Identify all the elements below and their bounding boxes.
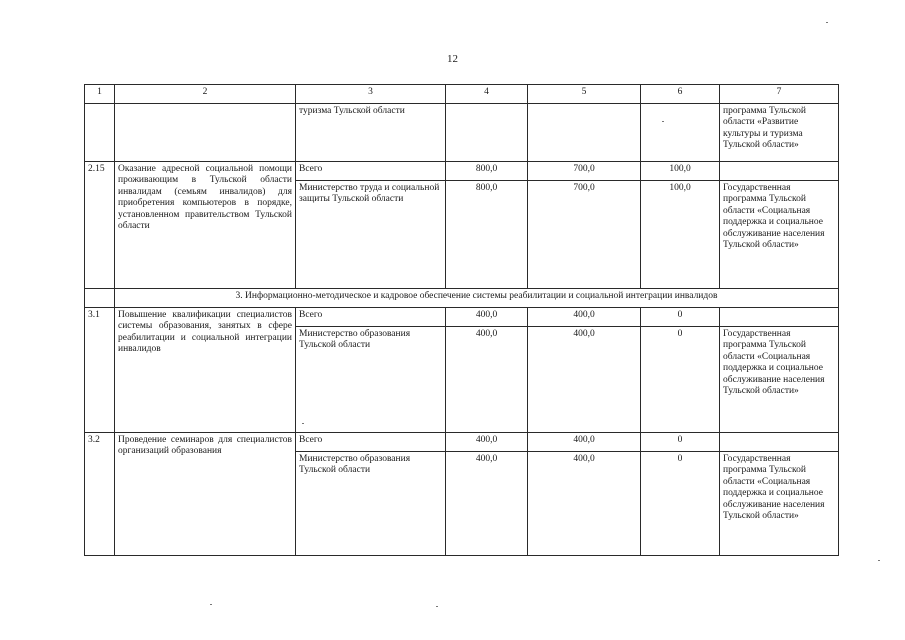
header-col-5: 5 — [528, 85, 641, 104]
cell-source: Министерство образования Тульской области — [296, 452, 446, 556]
cell-v6: 0 — [641, 327, 720, 433]
cell-v5: 400,0 — [528, 433, 641, 452]
cell-v4: 400,0 — [446, 452, 528, 556]
cell-id: 3.2 — [85, 433, 115, 556]
cell-program: Государственная программа Тульской области «Социальная поддержка и социальное обслуживание населения Тульской области» — [720, 452, 839, 556]
cell-v6: 100,0 — [641, 162, 720, 181]
cell-program — [720, 308, 839, 327]
cell-source: Всего — [296, 162, 446, 181]
table-row — [85, 289, 839, 308]
section-title: 3. Информационно-методическое и кадровое обеспечение системы реабилитации и социальной интеграции инвалидов — [115, 289, 839, 308]
cell-program — [720, 162, 839, 181]
header-col-6: 6 — [641, 85, 720, 104]
cell-v4: 800,0 — [446, 181, 528, 289]
cell-source: Министерство образования Тульской области — [296, 327, 446, 433]
cell-v6: 100,0 — [641, 181, 720, 289]
header-col-7: 7 — [720, 85, 839, 104]
header-col-4: 4 — [446, 85, 528, 104]
cell-id — [85, 289, 115, 308]
cell-program: Государственная программа Тульской области «Социальная поддержка и социальное обслуживание населения Тульской области» — [720, 327, 839, 433]
measures-table — [84, 84, 839, 556]
cell-v4 — [446, 104, 528, 162]
scan-speck — [878, 560, 880, 561]
cell-v4: 800,0 — [446, 162, 528, 181]
cell-name: Проведение семинаров для специалистов организаций образования — [115, 433, 296, 556]
cell-program: Государственная программа Тульской области «Социальная поддержка и социальное обслуживание населения Тульской области» — [720, 181, 839, 289]
cell-id — [85, 104, 115, 162]
header-col-2: 2 — [115, 85, 296, 104]
cell-v5: 700,0 — [528, 181, 641, 289]
cell-v4: 400,0 — [446, 433, 528, 452]
cell-v5 — [528, 104, 641, 162]
scan-speck — [302, 423, 304, 424]
header-col-3: 3 — [296, 85, 446, 104]
scan-speck — [210, 604, 212, 605]
table-row — [85, 433, 839, 452]
cell-program: программа Тульской области «Развитие культуры и туризма Тульской области» — [720, 104, 839, 162]
table-row — [85, 162, 839, 181]
scan-speck — [826, 22, 828, 23]
cell-source: туризма Тульской области — [296, 104, 446, 162]
cell-id: 2.15 — [85, 162, 115, 289]
cell-id: 3.1 — [85, 308, 115, 433]
cell-program — [720, 433, 839, 452]
cell-v6: 0 — [641, 433, 720, 452]
cell-v4: 400,0 — [446, 308, 528, 327]
table-header-row — [85, 85, 839, 104]
cell-name: Оказание адресной социальной помощи проживающим в Тульской области инвалидам (семьям инвалидов) для приобретения компьютеров в порядке, установленном правительством Тульской области — [115, 162, 296, 289]
cell-name: Повышение квалификации специалистов системы образования, занятых в сфере реабилитации и социальной интеграции инвалидов — [115, 308, 296, 433]
cell-v5: 400,0 — [528, 308, 641, 327]
page-number: 12 — [447, 53, 458, 65]
cell-v4: 400,0 — [446, 327, 528, 433]
table-row — [85, 104, 839, 162]
table-row — [85, 308, 839, 327]
scan-speck — [436, 606, 438, 607]
cell-v6: 0 — [641, 452, 720, 556]
cell-v5: 400,0 — [528, 452, 641, 556]
cell-v5: 400,0 — [528, 327, 641, 433]
cell-v5: 700,0 — [528, 162, 641, 181]
cell-name — [115, 104, 296, 162]
cell-source: Всего — [296, 433, 446, 452]
cell-source: Всего — [296, 308, 446, 327]
header-col-1: 1 — [85, 85, 115, 104]
cell-v6: 0 — [641, 308, 720, 327]
scan-speck — [662, 121, 664, 122]
cell-source: Министерство труда и социальной защиты Тульской области — [296, 181, 446, 289]
cell-v6 — [641, 104, 720, 162]
